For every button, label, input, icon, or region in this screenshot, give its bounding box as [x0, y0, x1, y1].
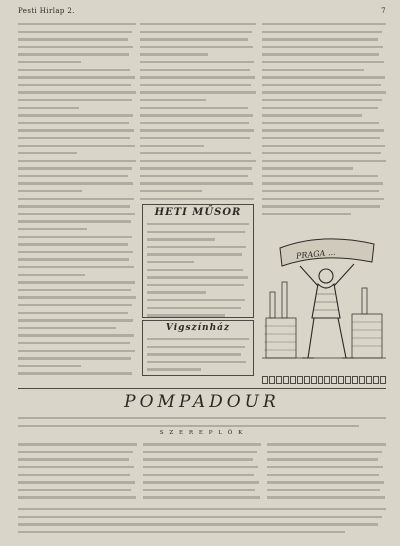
- text-line: [267, 486, 386, 494]
- text-line: [18, 463, 137, 471]
- vigszinhaz-title: Vigszínház: [165, 323, 231, 333]
- text-line: [18, 172, 136, 180]
- pompadour-title: POMPADOUR: [124, 392, 280, 412]
- text-line: [262, 195, 386, 203]
- text-line: [18, 202, 136, 210]
- text-line: [140, 28, 256, 36]
- weekly-program-title: HETI MŰSOR: [154, 207, 242, 218]
- text-line: [267, 448, 386, 456]
- text-line: [18, 448, 137, 456]
- sign-text: PRAGA ...: [295, 247, 336, 261]
- text-line: [18, 66, 136, 74]
- text-line: [262, 88, 386, 96]
- text-line: [18, 309, 136, 317]
- text-line: [147, 258, 249, 266]
- text-line: [262, 126, 386, 134]
- text-line: [18, 88, 136, 96]
- strip-cell: [290, 376, 296, 384]
- strip-cell: [324, 376, 330, 384]
- text-line: [18, 58, 136, 66]
- text-line: [262, 43, 386, 51]
- text-line: [18, 347, 136, 355]
- text-line: [147, 220, 249, 228]
- text-line: [18, 513, 386, 521]
- text-line: [18, 179, 136, 187]
- strip-cell: [380, 376, 386, 384]
- text-line: [267, 463, 386, 471]
- text-line: [143, 448, 262, 456]
- pompadour-cast-heading: S Z E R E P L Ő K: [159, 430, 245, 437]
- text-line: [262, 28, 386, 36]
- text-line: [18, 20, 136, 28]
- text-line: [147, 266, 249, 274]
- text-line: [18, 233, 136, 241]
- text-line: [18, 324, 136, 332]
- text-line: [147, 250, 249, 258]
- text-line: [262, 142, 386, 150]
- text-line: [18, 301, 136, 309]
- text-line: [18, 134, 136, 142]
- text-line: [147, 296, 249, 304]
- running-header: [18, 7, 386, 17]
- text-line: [18, 486, 137, 494]
- text-line: [18, 126, 136, 134]
- text-line: [18, 73, 136, 81]
- column-1: [18, 20, 136, 377]
- text-line: [262, 58, 386, 66]
- text-line: [18, 440, 137, 448]
- text-line: [140, 164, 256, 172]
- text-line: [140, 66, 256, 74]
- text-line: [262, 187, 386, 195]
- text-line: [18, 28, 136, 36]
- text-line: [143, 463, 262, 471]
- strip-cell: [359, 376, 365, 384]
- text-line: [262, 179, 386, 187]
- text-line: [262, 119, 386, 127]
- text-line: [18, 81, 136, 89]
- strip-cell: [297, 376, 303, 384]
- text-line: [262, 73, 386, 81]
- strip-cell: [276, 376, 282, 384]
- strip-cell: [283, 376, 289, 384]
- text-line: [18, 149, 136, 157]
- strip-cell: [366, 376, 372, 384]
- text-line: [140, 149, 256, 157]
- vigszinhaz-box: [142, 320, 254, 376]
- text-line: [140, 195, 256, 203]
- text-line: [18, 286, 136, 294]
- text-line: [147, 304, 249, 312]
- text-line: [18, 271, 136, 279]
- text-line: [18, 369, 136, 377]
- text-line: [143, 478, 262, 486]
- text-line: [147, 365, 249, 373]
- text-line: [18, 339, 136, 347]
- text-line: [262, 210, 386, 218]
- page-number: 7: [381, 7, 386, 15]
- text-line: [262, 164, 386, 172]
- decorative-strip: [262, 376, 386, 384]
- text-line: [262, 149, 386, 157]
- pompadour-credits: [18, 414, 386, 429]
- text-line: [147, 311, 249, 319]
- text-line: [140, 119, 256, 127]
- text-line: [262, 50, 386, 58]
- weekly-program-box: [142, 204, 254, 318]
- text-line: [147, 343, 249, 351]
- text-line: [267, 493, 386, 501]
- text-line: [18, 520, 386, 528]
- text-line: [140, 88, 256, 96]
- text-line: [262, 157, 386, 165]
- text-line: [147, 350, 249, 358]
- text-line: [18, 422, 386, 430]
- text-line: [18, 293, 136, 301]
- text-line: [140, 134, 256, 142]
- text-line: [147, 243, 249, 251]
- text-line: [18, 528, 386, 536]
- text-line: [18, 362, 136, 370]
- strip-cell: [373, 376, 379, 384]
- text-line: [140, 172, 256, 180]
- text-line: [262, 20, 386, 28]
- text-line: [140, 43, 256, 51]
- section-divider: [18, 388, 386, 389]
- text-line: [143, 493, 262, 501]
- text-line: [18, 278, 136, 286]
- text-line: [143, 440, 262, 448]
- text-line: [18, 111, 136, 119]
- text-line: [262, 96, 386, 104]
- text-line: [18, 255, 136, 263]
- text-line: [18, 43, 136, 51]
- text-line: [18, 331, 136, 339]
- text-line: [18, 478, 137, 486]
- text-line: [147, 288, 249, 296]
- text-line: [140, 58, 256, 66]
- text-line: [267, 471, 386, 479]
- cast-list: [18, 440, 386, 501]
- vigszinhaz-text: [143, 335, 253, 373]
- text-line: [262, 172, 386, 180]
- column-3: [262, 20, 386, 217]
- text-line: [140, 187, 256, 195]
- text-line: [18, 248, 136, 256]
- text-line: [147, 358, 249, 366]
- strip-cell: [331, 376, 337, 384]
- text-line: [18, 35, 136, 43]
- text-line: [18, 210, 136, 218]
- text-line: [18, 354, 136, 362]
- pompadour-footnote: [18, 505, 386, 535]
- text-line: [267, 478, 386, 486]
- text-line: [143, 486, 262, 494]
- text-line: [262, 66, 386, 74]
- text-line: [147, 281, 249, 289]
- text-line: [262, 111, 386, 119]
- text-line: [262, 202, 386, 210]
- cast-column-2: [143, 440, 262, 501]
- text-line: [18, 96, 136, 104]
- strip-cell: [311, 376, 317, 384]
- text-line: [262, 134, 386, 142]
- text-line: [18, 471, 137, 479]
- pompadour-section: [18, 392, 386, 535]
- text-line: [140, 81, 256, 89]
- text-line: [18, 217, 136, 225]
- text-line: [140, 126, 256, 134]
- text-line: [18, 493, 137, 501]
- text-line: [18, 225, 136, 233]
- text-line: [140, 179, 256, 187]
- text-line: [18, 263, 136, 271]
- text-line: [143, 455, 262, 463]
- strip-cell: [318, 376, 324, 384]
- text-line: [18, 240, 136, 248]
- text-line: [18, 164, 136, 172]
- cast-column-1: [18, 440, 137, 501]
- text-line: [18, 187, 136, 195]
- text-line: [140, 111, 256, 119]
- text-line: [262, 104, 386, 112]
- text-line: [147, 273, 249, 281]
- header-left: Pesti Hirlap 2.: [18, 7, 75, 15]
- text-line: [267, 440, 386, 448]
- cast-column-3: [267, 440, 386, 501]
- text-line: [18, 157, 136, 165]
- text-line: [140, 157, 256, 165]
- text-line: [147, 235, 249, 243]
- text-line: [18, 505, 386, 513]
- text-line: [140, 35, 256, 43]
- text-line: [140, 142, 256, 150]
- text-line: [262, 35, 386, 43]
- text-line: [262, 81, 386, 89]
- column-2: [140, 20, 256, 202]
- strip-cell: [269, 376, 275, 384]
- text-line: [143, 471, 262, 479]
- text-line: [140, 73, 256, 81]
- text-line: [18, 104, 136, 112]
- text-line: [18, 195, 136, 203]
- text-line: [18, 316, 136, 324]
- text-line: [147, 228, 249, 236]
- text-line: [140, 50, 256, 58]
- text-line: [18, 142, 136, 150]
- text-line: [18, 455, 137, 463]
- advertisement-illustration: [262, 222, 386, 370]
- strip-cell: [345, 376, 351, 384]
- weekly-program-text: [143, 220, 253, 319]
- text-line: [18, 414, 386, 422]
- strip-cell: [262, 376, 268, 384]
- text-line: [140, 20, 256, 28]
- strip-cell: [304, 376, 310, 384]
- text-line: [140, 104, 256, 112]
- text-line: [18, 50, 136, 58]
- text-line: [140, 96, 256, 104]
- text-line: [18, 119, 136, 127]
- text-line: [147, 335, 249, 343]
- strip-cell: [338, 376, 344, 384]
- strip-cell: [352, 376, 358, 384]
- text-line: [267, 455, 386, 463]
